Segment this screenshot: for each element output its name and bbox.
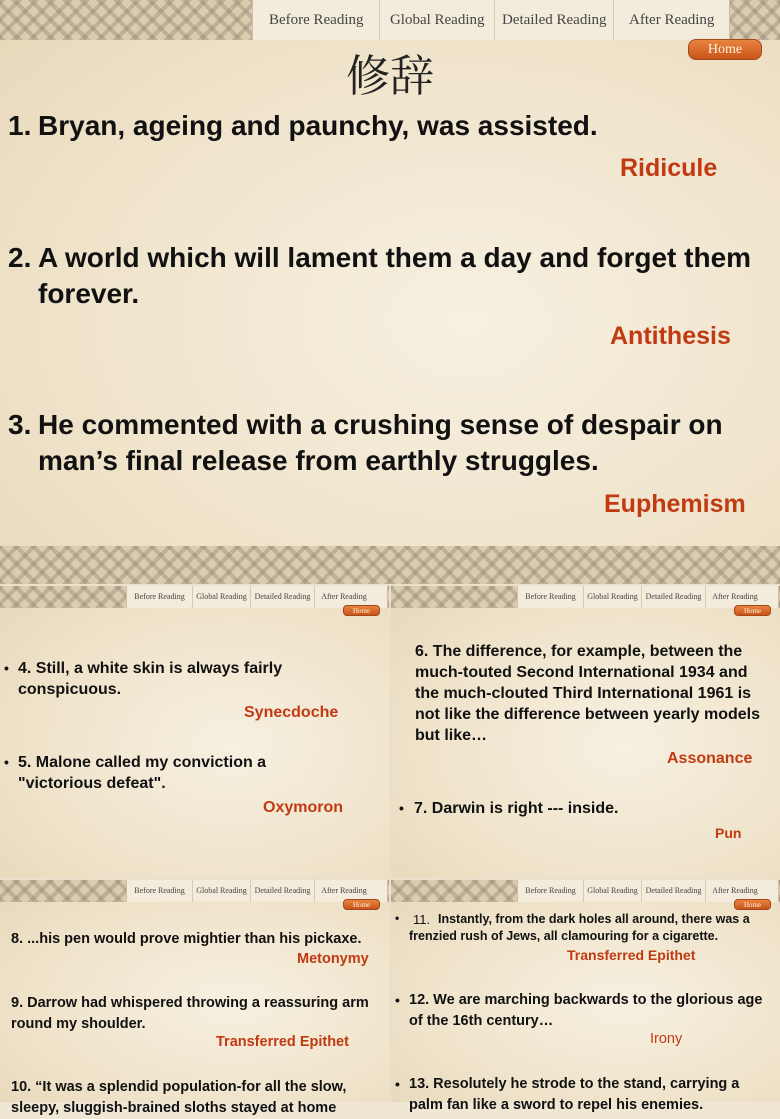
home-button[interactable]: Home [688,39,762,60]
item-12-text: 12. We are marching backwards to the glorious age of the 16th century… [409,992,763,1029]
item-9-text: 9. Darrow had whispered throwing a reassuring arm round my shoulder. [11,995,369,1032]
home-button[interactable]: Home [734,605,771,616]
vertical-divider [389,586,391,1102]
bottom-border [0,546,780,584]
item-4-text: 4. Still, a white skin is always fairly conspicuous. [18,660,283,698]
tab-after-reading[interactable]: After Reading [321,592,367,601]
item-11-number: 11. [413,912,431,927]
home-button[interactable]: Home [343,899,380,910]
horizontal-divider [0,878,780,880]
item-6-text: 6. The difference, for example, between the much-touted Second International 1934 and the much-clouted Third International 1961 is not like the difference between yearly models but like… [415,643,760,744]
home-button[interactable]: Home [343,605,380,616]
item-number: 2. [8,242,32,273]
tab-global-reading[interactable]: Global Reading [584,880,642,902]
item-7-text: 7. Darwin is right --- inside. [414,800,619,817]
answer-irony: Irony [650,1031,683,1047]
slide-b [391,586,780,878]
item-text: He commented with a crushing sense of despair on man’s final release from earthly struggles. [38,409,723,476]
item-10-text: 10. “It was a splendid population-for all the slow, sleepy, sluggish-brained sloths stayed at home [11,1079,347,1116]
main-nav [252,0,730,40]
item-text: Bryan, ageing and paunchy, was assisted. [38,110,598,141]
tab-global-reading[interactable]: Global Reading [193,586,251,608]
item-2 [8,240,760,312]
tab-detailed-reading[interactable]: Detailed Reading [642,880,706,902]
answer-oxymoron: Oxymoron [263,799,344,816]
item-number: 1. [8,110,32,141]
tab-global-reading[interactable]: Global Reading [584,586,642,608]
item-1 [8,108,760,144]
item-number: 3. [8,409,32,440]
item-8-text: 8. ...his pen would prove mightier than his pickaxe. [11,931,362,947]
tab-detailed-reading[interactable]: Detailed Reading [495,0,615,40]
answer-antithesis: Antithesis [610,322,731,350]
tab-after-reading[interactable]: After Reading [629,12,715,28]
tab-global-reading[interactable]: Global Reading [193,880,251,902]
answer-synecdoche: Synecdoche [244,704,339,721]
item-5-text: 5. Malone called my conviction a "victorious defeat". [18,754,267,792]
item-text: A world which will lament them a day and forget them forever. [38,242,752,309]
tab-detailed-reading[interactable]: Detailed Reading [251,880,315,902]
bullet: • [395,1076,400,1092]
answer-metonymy: Metonymy [297,951,369,967]
tab-detailed-reading[interactable]: Detailed Reading [642,586,706,608]
horizontal-divider [0,584,780,586]
answer-assonance: Assonance [667,750,753,767]
tab-before-reading[interactable]: Before Reading [127,880,193,902]
page-title: 修辞 [346,51,434,102]
tab-before-reading[interactable]: Before Reading [127,586,193,608]
tab-before-reading[interactable]: Before Reading [253,0,380,40]
tab-after-reading[interactable]: After Reading [712,592,758,601]
tab-detailed-reading[interactable]: Detailed Reading [251,586,315,608]
bullet: • [4,660,9,676]
slide-a [0,586,389,878]
answer-pun: Pun [715,825,742,841]
bullet: • [399,800,404,816]
tab-after-reading[interactable]: After Reading [321,886,367,895]
item-11-text: Instantly, from the dark holes all around, there was a frenzied rush of Jews, all clamouring for a cigarette. [409,912,750,943]
answer-transferred-epithet: Transferred Epithet [216,1034,349,1050]
bullet: • [395,911,400,925]
tab-after-reading[interactable]: After Reading [712,886,758,895]
home-button[interactable]: Home [734,899,771,910]
bullet: • [4,754,9,770]
tab-before-reading[interactable]: Before Reading [518,880,584,902]
tab-before-reading[interactable]: Before Reading [518,586,584,608]
bullet: • [395,992,400,1008]
item-3 [8,407,760,479]
item-13-text: 13. Resolutely he strode to the stand, carrying a palm fan like a sword to repel his enemies. [409,1076,740,1113]
answer-euphemism: Euphemism [604,490,746,518]
tab-global-reading[interactable]: Global Reading [380,0,495,40]
answer-transferred-epithet: Transferred Epithet [567,947,696,963]
slide-d [391,880,780,1113]
slide-c [0,880,389,1116]
answer-ridicule: Ridicule [620,154,718,182]
